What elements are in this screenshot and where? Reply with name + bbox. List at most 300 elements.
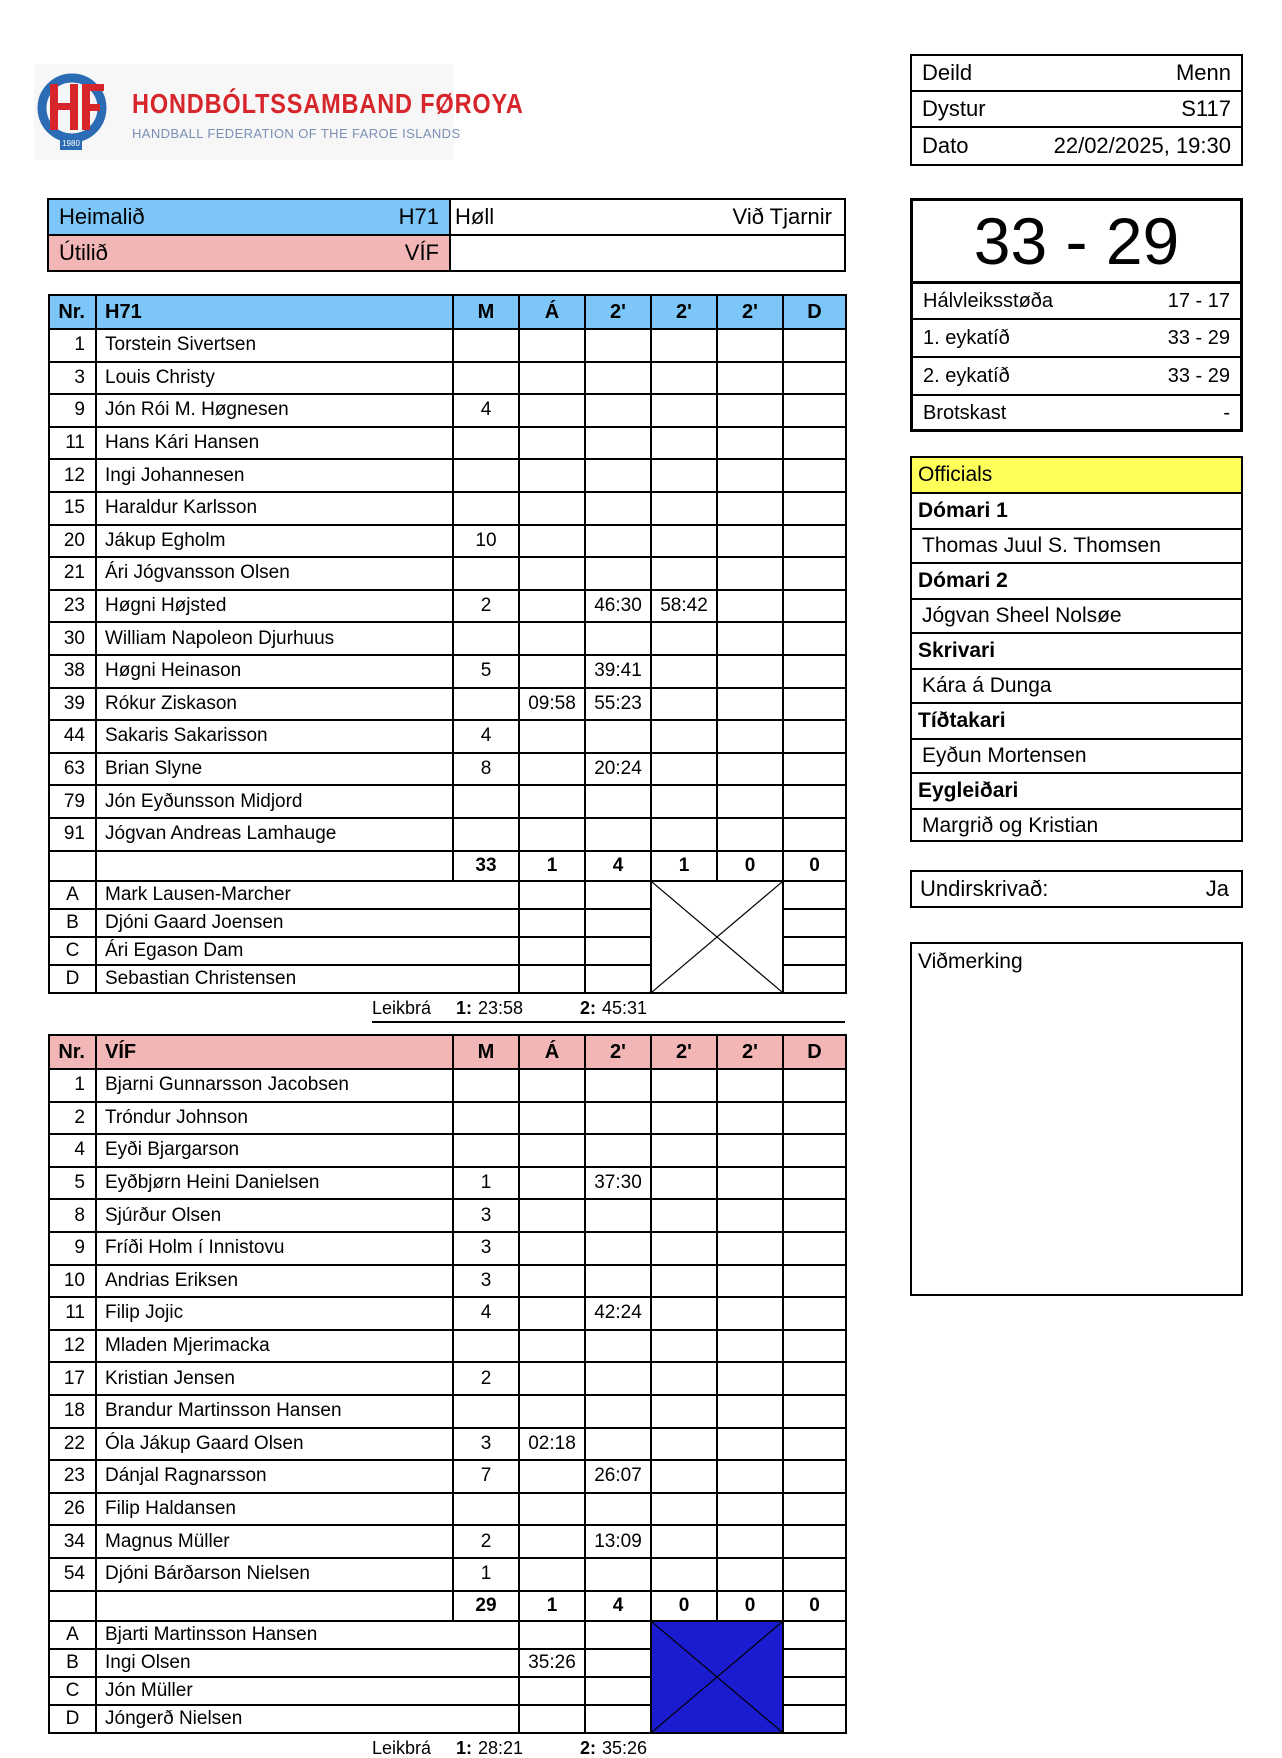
suspension-2-cell (651, 1362, 717, 1395)
player-name: Dánjal Ragnarsson (96, 1460, 453, 1493)
warning-cell (519, 1395, 585, 1428)
player-name: Ári Jógvansson Olsen (96, 557, 453, 590)
suspension-1-cell (585, 525, 651, 558)
suspension-3-cell (717, 1330, 783, 1363)
staff-disqualification-cell (783, 1705, 846, 1733)
league-value: Menn (1175, 60, 1231, 85)
official-name: Jógvan Sheel Nolsøe (912, 598, 1241, 632)
player-number: 22 (49, 1428, 96, 1461)
player-number: 23 (49, 590, 96, 623)
warning-cell (519, 329, 585, 362)
timeout-second-label: 2: (580, 998, 597, 1018)
goals-cell: 3 (453, 1428, 519, 1461)
table-row (49, 557, 846, 590)
goals-cell (453, 329, 519, 362)
suspension-1-cell (585, 1069, 651, 1102)
warning-cell (519, 1199, 585, 1232)
suspension-3-cell (717, 1102, 783, 1135)
total-a: 1 (519, 851, 585, 881)
suspension-1-cell (585, 622, 651, 655)
staff-crossed-block (651, 1621, 783, 1733)
player-number: 10 (49, 1265, 96, 1298)
suspension-2-cell (651, 525, 717, 558)
suspension-1-cell (585, 1199, 651, 1232)
score-row-label: 2. eykatíð (923, 364, 1010, 387)
goals-cell (453, 459, 519, 492)
player-number: 4 (49, 1134, 96, 1167)
staff-row (49, 881, 846, 909)
disqualification-cell (783, 1134, 846, 1167)
suspension-3-cell (717, 1395, 783, 1428)
col-header-d: D (783, 1035, 846, 1069)
staff-suspension-cell (585, 965, 651, 993)
warning-cell (519, 1134, 585, 1167)
warning-cell (519, 753, 585, 786)
disqualification-cell (783, 1428, 846, 1461)
goals-cell: 8 (453, 753, 519, 786)
suspension-1-cell (585, 1362, 651, 1395)
disqualification-cell (783, 1493, 846, 1526)
table-row (49, 1362, 846, 1395)
player-number: 3 (49, 362, 96, 395)
player-name: Filip Haldansen (96, 1493, 453, 1526)
table-row (49, 655, 846, 688)
hall-label: Høll (455, 204, 495, 229)
table-row (49, 525, 846, 558)
suspension-2-cell: 58:42 (651, 590, 717, 623)
suspension-3-cell (717, 557, 783, 590)
totals-row (49, 1591, 846, 1621)
table-row (49, 1069, 846, 1102)
staff-disqualification-cell (783, 909, 846, 937)
player-number: 11 (49, 1297, 96, 1330)
total-t2: 0 (651, 1591, 717, 1621)
goals-cell: 4 (453, 720, 519, 753)
staff-name: Mark Lausen-Marcher (96, 881, 519, 909)
official-role: Dómari 1 (912, 492, 1241, 528)
remark-box (910, 942, 1243, 1296)
player-number: 18 (49, 1395, 96, 1428)
col-header-t3: 2' (717, 295, 783, 329)
player-name: Brian Slyne (96, 753, 453, 786)
suspension-3-cell (717, 785, 783, 818)
federation-title: HONDBÓLTSSAMBAND FØROYA (132, 88, 524, 119)
player-name: Torstein Sivertsen (96, 329, 453, 362)
table-row (49, 394, 846, 427)
suspension-1-cell (585, 818, 651, 851)
total-d: 0 (783, 851, 846, 881)
goals-cell (453, 1395, 519, 1428)
suspension-1-cell (585, 459, 651, 492)
player-number: 8 (49, 1199, 96, 1232)
table-row (49, 1265, 846, 1298)
suspension-3-cell (717, 427, 783, 460)
suspension-1-cell (585, 492, 651, 525)
federation-subtitle: HANDBALL FEDERATION OF THE FAROE ISLANDS (132, 126, 461, 141)
total-d: 0 (783, 1591, 846, 1621)
staff-letter: B (49, 909, 96, 937)
timeout-second-value: 45:31 (602, 998, 648, 1018)
player-name: Bjarni Gunnarsson Jacobsen (96, 1069, 453, 1102)
suspension-1-cell (585, 362, 651, 395)
table-row (49, 1493, 846, 1526)
totals-spacer (49, 851, 96, 881)
goals-cell: 3 (453, 1232, 519, 1265)
total-t2: 1 (651, 851, 717, 881)
suspension-1-cell (585, 1493, 651, 1526)
suspension-2-cell (651, 362, 717, 395)
warning-cell (519, 1525, 585, 1558)
score-row-value: 33 - 29 (1167, 326, 1230, 349)
suspension-2-cell (651, 557, 717, 590)
col-header-m: M (453, 1035, 519, 1069)
timeout-second-label: 2: (580, 1738, 597, 1758)
suspension-1-cell (585, 720, 651, 753)
player-number: 30 (49, 622, 96, 655)
col-header-m: M (453, 295, 519, 329)
suspension-3-cell (717, 329, 783, 362)
table-row (49, 427, 846, 460)
staff-name: Ingi Olsen (96, 1649, 519, 1677)
staff-name: Jóngerð Nielsen (96, 1705, 519, 1733)
officials-box (910, 456, 1243, 842)
svg-text:1980: 1980 (62, 139, 80, 148)
goals-cell (453, 622, 519, 655)
warning-cell (519, 492, 585, 525)
match-row (912, 92, 1241, 126)
player-name: Høgni Heinason (96, 655, 453, 688)
suspension-2-cell (651, 1167, 717, 1200)
staff-suspension-cell (585, 1677, 651, 1705)
col-header-t1: 2' (585, 1035, 651, 1069)
suspension-2-cell (651, 1102, 717, 1135)
suspension-2-cell (651, 1232, 717, 1265)
goals-cell: 4 (453, 1297, 519, 1330)
goals-cell (453, 818, 519, 851)
suspension-2-cell (651, 1428, 717, 1461)
warning-cell (519, 622, 585, 655)
staff-name: Ári Egason Dam (96, 937, 519, 965)
match-value: S117 (1181, 96, 1231, 121)
suspension-1-cell (585, 1330, 651, 1363)
player-number: 38 (49, 655, 96, 688)
timeout-line (372, 1733, 845, 1758)
signed-value: Ja (1205, 876, 1229, 901)
player-number: 12 (49, 1330, 96, 1363)
table-row (49, 1558, 846, 1591)
disqualification-cell (783, 753, 846, 786)
staff-name: Djóni Gaard Joensen (96, 909, 519, 937)
staff-disqualification-cell (783, 881, 846, 909)
player-number: 17 (49, 1362, 96, 1395)
home-label: Heimalið (59, 204, 145, 229)
hall-value: Við Tjarnir (732, 204, 832, 229)
table-row (49, 492, 846, 525)
official-name: Kára á Dunga (912, 668, 1241, 702)
officials-header: Officials (912, 458, 1241, 492)
signed-label: Undirskrivað: (920, 876, 1049, 901)
suspension-2-cell (651, 1069, 717, 1102)
warning-cell (519, 818, 585, 851)
table-row (49, 753, 846, 786)
col-header-a: Á (519, 1035, 585, 1069)
disqualification-cell (783, 1525, 846, 1558)
suspension-3-cell (717, 525, 783, 558)
goals-cell (453, 688, 519, 721)
suspension-3-cell (717, 1362, 783, 1395)
disqualification-cell (783, 492, 846, 525)
player-name: William Napoleon Djurhuus (96, 622, 453, 655)
staff-letter: D (49, 1705, 96, 1733)
disqualification-cell (783, 720, 846, 753)
suspension-3-cell (717, 1558, 783, 1591)
disqualification-cell (783, 557, 846, 590)
warning-cell (519, 720, 585, 753)
table-row (49, 1395, 846, 1428)
warning-cell (519, 1167, 585, 1200)
total-t1: 4 (585, 1591, 651, 1621)
staff-letter: A (49, 881, 96, 909)
disqualification-cell (783, 688, 846, 721)
col-header-nr: Nr. (49, 295, 96, 329)
player-name: Høgni Højsted (96, 590, 453, 623)
goals-cell (453, 1493, 519, 1526)
player-name: Haraldur Karlsson (96, 492, 453, 525)
suspension-2-cell (651, 818, 717, 851)
table-row (49, 1102, 846, 1135)
teams-box (47, 198, 846, 272)
score-row-value: - (1223, 401, 1230, 424)
warning-cell (519, 362, 585, 395)
total-m: 33 (453, 851, 519, 881)
staff-disqualification-cell (783, 965, 846, 993)
away-label: Útilið (59, 240, 108, 265)
league-row (912, 56, 1241, 90)
table-row (49, 1330, 846, 1363)
suspension-3-cell (717, 394, 783, 427)
remark-label: Viðmerking (918, 950, 1023, 973)
goals-cell (453, 785, 519, 818)
suspension-1-cell (585, 1395, 651, 1428)
col-header-t2: 2' (651, 1035, 717, 1069)
official-name: Thomas Juul S. Thomsen (912, 528, 1241, 562)
player-number: 34 (49, 1525, 96, 1558)
score-row (913, 358, 1240, 394)
table-row (49, 1232, 846, 1265)
suspension-1-cell (585, 1428, 651, 1461)
player-name: Tróndur Johnson (96, 1102, 453, 1135)
player-name: Óla Jákup Gaard Olsen (96, 1428, 453, 1461)
away-value: VÍF (404, 240, 439, 265)
totals-spacer (96, 851, 453, 881)
date-value: 22/02/2025, 19:30 (1053, 133, 1231, 158)
staff-suspension-cell (585, 881, 651, 909)
staff-name: Sebastian Christensen (96, 965, 519, 993)
warning-cell: 09:58 (519, 688, 585, 721)
table-header (49, 295, 846, 329)
suspension-3-cell (717, 1232, 783, 1265)
warning-cell (519, 1102, 585, 1135)
player-name: Eyðbjørn Heini Danielsen (96, 1167, 453, 1200)
suspension-3-cell (717, 362, 783, 395)
col-header-d: D (783, 295, 846, 329)
staff-warning-cell (519, 909, 585, 937)
score-box (910, 198, 1243, 432)
player-number: 23 (49, 1460, 96, 1493)
total-t3: 0 (717, 1591, 783, 1621)
suspension-2-cell (651, 1199, 717, 1232)
staff-letter: A (49, 1621, 96, 1649)
staff-letter: C (49, 1677, 96, 1705)
staff-name: Bjarti Martinsson Hansen (96, 1621, 519, 1649)
player-number: 2 (49, 1102, 96, 1135)
suspension-3-cell (717, 492, 783, 525)
warning-cell (519, 785, 585, 818)
suspension-1-cell (585, 557, 651, 590)
player-number: 63 (49, 753, 96, 786)
suspension-1-cell: 46:30 (585, 590, 651, 623)
goals-cell: 4 (453, 394, 519, 427)
goals-cell (453, 1069, 519, 1102)
table-row (49, 818, 846, 851)
suspension-3-cell (717, 688, 783, 721)
player-number: 91 (49, 818, 96, 851)
suspension-2-cell (651, 492, 717, 525)
player-name: Sakaris Sakarisson (96, 720, 453, 753)
suspension-1-cell (585, 394, 651, 427)
home-value: H71 (398, 204, 439, 229)
disqualification-cell (783, 1232, 846, 1265)
disqualification-cell (783, 1362, 846, 1395)
warning-cell: 02:18 (519, 1428, 585, 1461)
suspension-1-cell (585, 427, 651, 460)
table-row (49, 1525, 846, 1558)
player-number: 9 (49, 1232, 96, 1265)
staff-letter: B (49, 1649, 96, 1677)
score-row (913, 284, 1240, 318)
disqualification-cell (783, 1330, 846, 1363)
suspension-1-cell (585, 1134, 651, 1167)
suspension-2-cell (651, 720, 717, 753)
home-player-table (48, 294, 847, 994)
staff-letter: D (49, 965, 96, 993)
col-header-t3: 2' (717, 1035, 783, 1069)
suspension-1-cell: 37:30 (585, 1167, 651, 1200)
warning-cell (519, 1232, 585, 1265)
player-name: Djóni Bárðarson Nielsen (96, 1558, 453, 1591)
warning-cell (519, 590, 585, 623)
match-info-box (910, 54, 1243, 166)
timeout-line (372, 993, 845, 1023)
hall-cell (451, 200, 844, 234)
player-name: Jógvan Andreas Lamhauge (96, 818, 453, 851)
goals-cell: 3 (453, 1199, 519, 1232)
suspension-1-cell: 39:41 (585, 655, 651, 688)
warning-cell (519, 1069, 585, 1102)
table-row (49, 1134, 846, 1167)
disqualification-cell (783, 590, 846, 623)
staff-suspension-cell (585, 909, 651, 937)
suspension-2-cell (651, 1395, 717, 1428)
disqualification-cell (783, 622, 846, 655)
timeout-first-label: 1: (456, 1738, 473, 1758)
staff-warning-cell (519, 881, 585, 909)
cross-icon (652, 1622, 782, 1732)
totals-spacer (96, 1591, 453, 1621)
player-number: 9 (49, 394, 96, 427)
col-header-a: Á (519, 295, 585, 329)
player-number: 15 (49, 492, 96, 525)
disqualification-cell (783, 818, 846, 851)
player-name: Andrias Eriksen (96, 1265, 453, 1298)
timeout-first-value: 23:58 (478, 998, 524, 1018)
suspension-2-cell (651, 1297, 717, 1330)
goals-cell: 2 (453, 590, 519, 623)
disqualification-cell (783, 1167, 846, 1200)
suspension-2-cell (651, 1460, 717, 1493)
suspension-3-cell (717, 1525, 783, 1558)
staff-disqualification-cell (783, 937, 846, 965)
staff-warning-cell (519, 1705, 585, 1733)
score-row-label: Brotskast (923, 401, 1007, 424)
suspension-3-cell (717, 1265, 783, 1298)
player-name: Filip Jojic (96, 1297, 453, 1330)
suspension-1-cell (585, 1265, 651, 1298)
player-name: Kristian Jensen (96, 1362, 453, 1395)
official-role: Dómari 2 (912, 562, 1241, 598)
disqualification-cell (783, 1460, 846, 1493)
disqualification-cell (783, 394, 846, 427)
suspension-3-cell (717, 1493, 783, 1526)
score-row (913, 396, 1240, 430)
staff-warning-cell (519, 1677, 585, 1705)
table-row (49, 329, 846, 362)
suspension-3-cell (717, 818, 783, 851)
warning-cell (519, 394, 585, 427)
score-row-value: 33 - 29 (1167, 364, 1230, 387)
suspension-2-cell (651, 655, 717, 688)
warning-cell (519, 525, 585, 558)
official-name: Margrið og Kristian (912, 808, 1241, 842)
staff-suspension-cell (585, 937, 651, 965)
goals-cell: 7 (453, 1460, 519, 1493)
suspension-2-cell (651, 1558, 717, 1591)
goals-cell: 10 (453, 525, 519, 558)
player-number: 44 (49, 720, 96, 753)
staff-suspension-cell (585, 1705, 651, 1733)
suspension-3-cell (717, 1134, 783, 1167)
goals-cell (453, 1330, 519, 1363)
date-label: Dato (922, 133, 969, 158)
final-score: 33 - 29 (973, 204, 1180, 278)
totals-row (49, 851, 846, 881)
player-name: Jón Rói M. Høgnesen (96, 394, 453, 427)
disqualification-cell (783, 525, 846, 558)
player-number: 11 (49, 427, 96, 460)
player-name: Jón Eyðunsson Midjord (96, 785, 453, 818)
suspension-2-cell (651, 622, 717, 655)
suspension-2-cell (651, 329, 717, 362)
player-name: Sjúrður Olsen (96, 1199, 453, 1232)
staff-warning-cell (519, 1621, 585, 1649)
official-role: Tíðtakari (912, 702, 1241, 738)
table-row (49, 1460, 846, 1493)
table-row (49, 459, 846, 492)
warning-cell (519, 655, 585, 688)
suspension-3-cell (717, 622, 783, 655)
goals-cell (453, 557, 519, 590)
warning-cell (519, 1460, 585, 1493)
